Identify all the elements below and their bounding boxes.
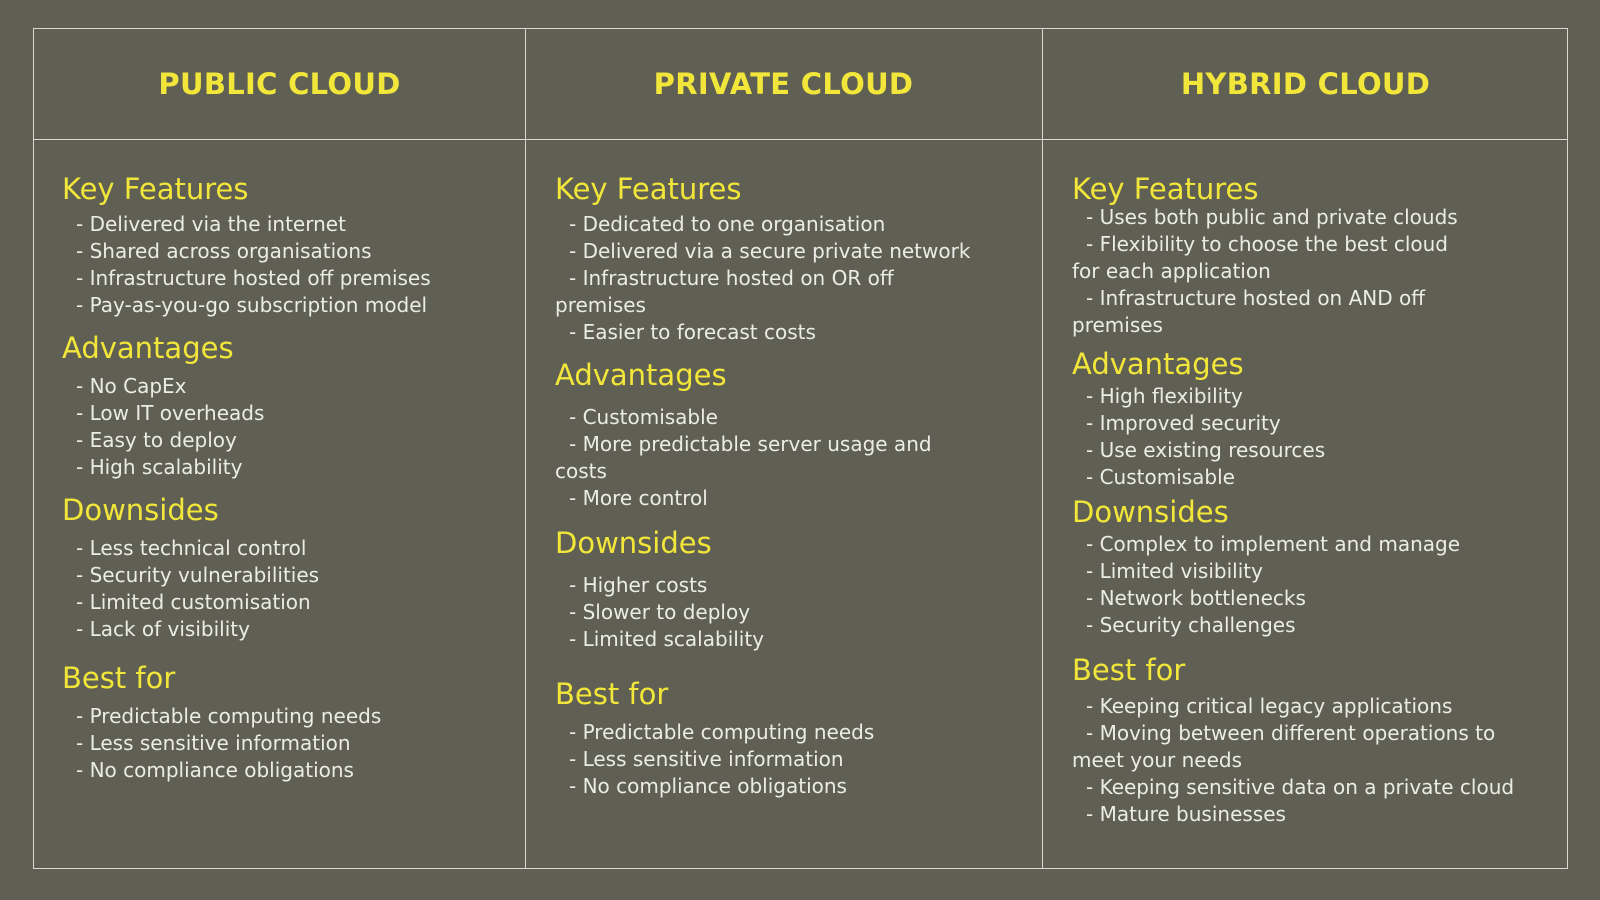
downsides-list xyxy=(1072,531,1562,639)
list-item: - Limited visibility xyxy=(1086,559,1263,583)
downsides-list xyxy=(555,572,1025,653)
list-item: - Delivered via the internet xyxy=(76,212,346,236)
list-item: - Easier to forecast costs xyxy=(569,320,816,344)
header-divider xyxy=(34,139,1567,140)
column-title-private: PRIVATE CLOUD xyxy=(653,67,914,101)
list-item: - Lack of visibility xyxy=(76,617,250,641)
list-item: - Higher costs xyxy=(569,573,708,597)
list-item-continuation: meet your needs xyxy=(1072,748,1243,772)
section-title-downsides: Downsides xyxy=(1072,495,1229,529)
column-divider xyxy=(525,29,526,868)
list-item: - Slower to deploy xyxy=(569,600,751,624)
advantages-list xyxy=(62,373,512,481)
list-item: - No compliance obligations xyxy=(76,758,354,782)
column-public xyxy=(62,170,512,784)
advantages-list xyxy=(555,404,1025,512)
column-title-hybrid: HYBRID CLOUD xyxy=(1180,67,1431,101)
list-item: - Predictable computing needs xyxy=(76,704,382,728)
list-item: - Less sensitive information xyxy=(569,747,844,771)
list-item: - Keeping critical legacy applications xyxy=(1086,694,1453,718)
list-item: - No CapEx xyxy=(76,374,187,398)
list-item: - High scalability xyxy=(76,455,243,479)
list-item: - Moving between different operations to xyxy=(1086,721,1496,745)
list-item: - Infrastructure hosted on OR off xyxy=(569,266,894,290)
list-item: - Less sensitive information xyxy=(76,731,351,755)
list-item: - Easy to deploy xyxy=(76,428,237,452)
list-item: - Uses both public and private clouds xyxy=(1086,205,1458,229)
list-item: - Infrastructure hosted off premises xyxy=(76,266,431,290)
section-title-key-features: Key Features xyxy=(555,172,742,206)
section-title-best-for: Best for xyxy=(555,677,669,711)
list-item: - Limited customisation xyxy=(76,590,311,614)
list-item: - Less technical control xyxy=(76,536,307,560)
key-features-list xyxy=(62,211,512,319)
list-item-continuation: premises xyxy=(1072,313,1163,337)
list-item: - Network bottlenecks xyxy=(1086,586,1306,610)
list-item: - Low IT overheads xyxy=(76,401,265,425)
advantages-list xyxy=(1072,383,1562,491)
key-features-list xyxy=(555,211,1025,346)
list-item-continuation: costs xyxy=(555,459,607,483)
best-for-list xyxy=(555,719,1025,800)
comparison-table xyxy=(33,28,1568,869)
column-title-public: PUBLIC CLOUD xyxy=(158,67,401,101)
list-item: - Improved security xyxy=(1086,411,1281,435)
list-item: - No compliance obligations xyxy=(569,774,847,798)
list-item: - Infrastructure hosted on AND off xyxy=(1086,286,1426,310)
section-title-downsides: Downsides xyxy=(555,526,712,560)
list-item: - Complex to implement and manage xyxy=(1086,532,1461,556)
list-item: - Pay-as-you-go subscription model xyxy=(76,293,428,317)
section-title-key-features: Key Features xyxy=(1072,172,1259,206)
section-title-downsides: Downsides xyxy=(62,493,219,527)
section-title-key-features: Key Features xyxy=(62,172,249,206)
list-item: - Dedicated to one organisation xyxy=(569,212,886,236)
list-item: - Security challenges xyxy=(1086,613,1296,637)
list-item: - Predictable computing needs xyxy=(569,720,875,744)
list-item-continuation: premises xyxy=(555,293,646,317)
column-private xyxy=(555,170,1025,800)
list-item: - Security vulnerabilities xyxy=(76,563,320,587)
list-item: - Customisable xyxy=(569,405,718,429)
column-hybrid xyxy=(1072,170,1562,828)
list-item: - Use existing resources xyxy=(1086,438,1326,462)
downsides-list xyxy=(62,535,512,643)
section-title-advantages: Advantages xyxy=(1072,347,1244,381)
key-features-list xyxy=(1072,204,1562,339)
list-item: - Customisable xyxy=(1086,465,1235,489)
section-title-best-for: Best for xyxy=(1072,653,1186,687)
list-item: - High flexibility xyxy=(1086,384,1243,408)
list-item-continuation: for each application xyxy=(1072,259,1271,283)
best-for-list xyxy=(62,703,512,784)
list-item: - More predictable server usage and xyxy=(569,432,932,456)
list-item: - Flexibility to choose the best cloud xyxy=(1086,232,1449,256)
list-item: - More control xyxy=(569,486,708,510)
section-title-best-for: Best for xyxy=(62,661,176,695)
section-title-advantages: Advantages xyxy=(555,358,727,392)
list-item: - Mature businesses xyxy=(1086,802,1286,826)
column-divider xyxy=(1042,29,1043,868)
list-item: - Shared across organisations xyxy=(76,239,372,263)
list-item: - Limited scalability xyxy=(569,627,765,651)
section-title-advantages: Advantages xyxy=(62,331,234,365)
list-item: - Delivered via a secure private network xyxy=(569,239,971,263)
list-item: - Keeping sensitive data on a private cloud xyxy=(1086,775,1515,799)
best-for-list xyxy=(1072,693,1562,828)
